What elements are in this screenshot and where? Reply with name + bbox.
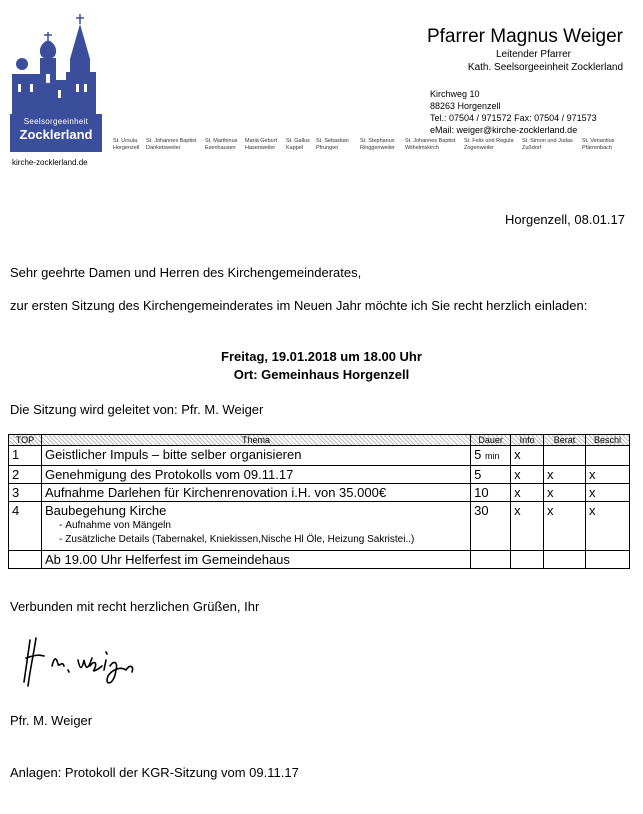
- cell-top: 4: [9, 502, 42, 551]
- church-towers-icon: [10, 14, 102, 114]
- address-city: 88263 Horgenzell: [430, 101, 501, 111]
- table-row: [9, 551, 630, 569]
- cell-thema: Ab 19.00 Uhr Helferfest im Gemeindehaus: [41, 551, 470, 569]
- cell-top: [9, 551, 42, 569]
- address-email[interactable]: eMail: weiger@kirche-zocklerland.de: [430, 125, 578, 135]
- cell-dauer: 5: [471, 466, 511, 484]
- cell-info: x: [511, 484, 544, 502]
- col-header-beschl: Beschl: [585, 435, 629, 446]
- cell-dauer: 5 min: [471, 446, 511, 466]
- cell-top: 2: [9, 466, 42, 484]
- table-header-row: [9, 435, 630, 446]
- sender-unit: Kath. Seelsorgeeinheit Zocklerland: [467, 62, 623, 73]
- cell-berat: x: [544, 484, 586, 502]
- cell-top: 3: [9, 484, 42, 502]
- cell-thema: [41, 502, 470, 551]
- cell-beschl: x: [585, 484, 629, 502]
- cell-berat: [544, 551, 586, 569]
- parish-item: St. Gallus Kappel: [286, 138, 310, 151]
- cell-thema: Genehmigung des Protokolls vom 09.11.17: [41, 466, 470, 484]
- cell-dauer: 30: [471, 502, 511, 551]
- signature-name: Pfr. M. Weiger: [10, 713, 93, 728]
- table-row: [9, 446, 630, 466]
- col-header-top: TOP: [9, 435, 42, 446]
- meeting-time: Freitag, 19.01.2018 um 18.00 Uhr: [221, 349, 422, 364]
- parish-list: [0, 138, 643, 158]
- cell-beschl: [585, 446, 629, 466]
- cell-info: [511, 551, 544, 569]
- address-phone: Tel.: 07504 / 971572 Fax: 07504 / 971573: [430, 113, 597, 123]
- sender-block: [427, 26, 623, 74]
- parish-item: St. Ursula Horgenzell: [113, 138, 140, 151]
- cell-beschl: x: [585, 502, 629, 551]
- cell-beschl: [585, 551, 629, 569]
- intro-text: zur ersten Sitzung des Kirchengemeinderates im Neuen Jahr möchte ich Sie recht herzlich einladen:: [10, 298, 588, 313]
- parish-item: Mariä Geburt Hasenweiler: [245, 138, 278, 151]
- sub-item: - Zusätzliche Details (Tabernakel, Kniekissen,Nische Hl Öle, Heizung Sakristei..): [58, 534, 415, 545]
- cell-beschl: x: [585, 466, 629, 484]
- attachments-line: Anlagen: Protokoll der KGR-Sitzung vom 09.11.17: [10, 765, 299, 780]
- address-street: Kirchweg 10: [430, 89, 480, 99]
- sub-item: - Aufnahme von Mängeln: [58, 520, 171, 531]
- parish-item: St. Stephanus Ringgenweiler: [360, 138, 395, 151]
- agenda-table: [8, 434, 630, 569]
- parish-item: St. Felix und Regula Zogenweiler: [464, 138, 514, 151]
- cell-thema: Geistlicher Impuls – bitte selber organisieren: [41, 446, 470, 466]
- chair-line: Die Sitzung wird geleitet von: Pfr. M. Weiger: [10, 402, 264, 417]
- logo-line-1: Seelsorgeeinheit: [23, 117, 89, 126]
- cell-dauer: [471, 551, 511, 569]
- address-block: [430, 88, 597, 136]
- col-header-thema: Thema: [41, 435, 470, 446]
- cell-berat: [544, 446, 586, 466]
- handwritten-signature: [22, 630, 152, 695]
- cell-berat: x: [544, 502, 586, 551]
- table-row: [9, 466, 630, 484]
- thema-title: Baubegehung Kirche: [44, 503, 167, 518]
- cell-berat: x: [544, 466, 586, 484]
- duration-unit: min: [485, 451, 500, 461]
- meeting-place: Ort: Gemeinhaus Horgenzell: [233, 367, 410, 382]
- sender-name: Pfarrer Magnus Weiger: [426, 26, 623, 47]
- closing-line: Verbunden mit recht herzlichen Grüßen, Ihr: [10, 599, 260, 614]
- website-link[interactable]: kirche-zocklerland.de: [12, 158, 88, 167]
- cell-dauer: 10: [471, 484, 511, 502]
- table-row: [9, 484, 630, 502]
- parish-item: St. Johannes Baptist Danketsweiler: [146, 138, 197, 151]
- letter-date: Horgenzell, 08.01.17: [505, 212, 625, 227]
- salutation: Sehr geehrte Damen und Herren des Kirchengemeinderates,: [10, 265, 362, 280]
- cell-info: x: [511, 502, 544, 551]
- cell-thema: Aufnahme Darlehen für Kirchenrenovation i.H. von 35.000€: [41, 484, 470, 502]
- logo-line-2: Zocklerland: [19, 127, 93, 142]
- cell-info: x: [511, 466, 544, 484]
- parish-item: St. Venantius Pfärrenbach: [582, 138, 615, 151]
- table-row: [9, 502, 630, 551]
- col-header-dauer: Dauer: [471, 435, 511, 446]
- sender-role: Leitender Pfarrer: [495, 49, 571, 60]
- church-logo: [10, 14, 105, 152]
- parish-item: St. Sebastian Pfrungen: [316, 138, 349, 151]
- col-header-info: Info: [511, 435, 544, 446]
- parish-item: St. Johannes Baptist Wilhelmskirch: [405, 138, 456, 151]
- parish-item: St. Marthinus Esenhausen: [205, 138, 238, 151]
- parish-item: St. Simon und Judas Zußdorf: [522, 138, 573, 151]
- cell-top: 1: [9, 446, 42, 466]
- cell-info: x: [511, 446, 544, 466]
- col-header-berat: Berat: [544, 435, 586, 446]
